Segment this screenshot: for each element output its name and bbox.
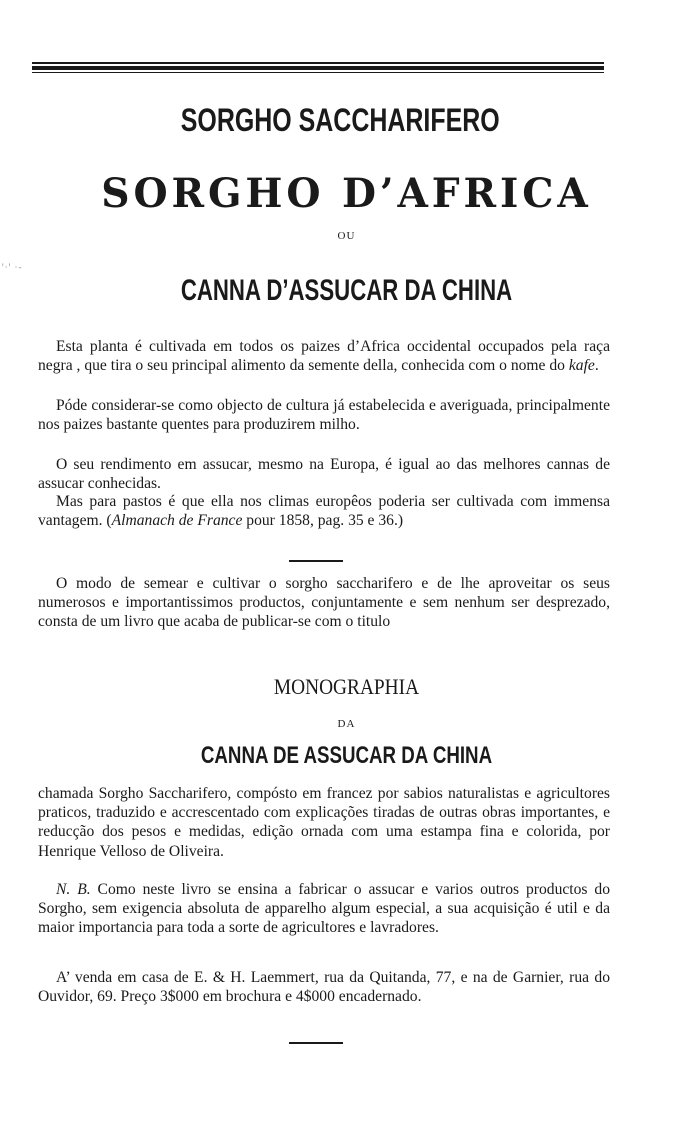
section-divider-lower — [289, 1042, 343, 1044]
book-title-canna: CANNA DE ASSUCAR DA CHINA — [200, 742, 493, 769]
book-title-monographia: MONOGRAPHIA — [273, 674, 420, 699]
section-divider-upper — [289, 560, 343, 562]
paragraph-book-description: chamada Sorgho Saccharifero, compósto em francez por sabios naturalistas e agricultores praticos, traduzido e accrescentado com explicações tiradas de outras obras importantes, e reducção dos pesos e medidas, edição ornada com uma estampa fina e colorida, por Henrique Velloso de Oliveira. — [38, 785, 610, 860]
top-rule-thick — [32, 66, 604, 70]
title-sorgho-saccharifero: SORGHO SACCHARIFERO — [180, 102, 500, 138]
paragraph-sale-info: A’ venda em casa de E. & H. Laemmert, rua da Quitanda, 77, e na de Garnier, rua do Ouvidor, 69. Preço 3$000 em brochura e 4$000 encadernado. — [38, 969, 610, 1006]
italic-nb: N. B. — [56, 881, 91, 898]
paragraph-book-intro: O modo de semear e cultivar o sorgho saccharifero e de lhe aproveitar os seus numerosos e importantissimos productos, conjuntamente e sem nenhum ser desprezado, consta de um livro que acaba de publicar-se com o titulo — [38, 575, 610, 631]
paragraph-cultivation: Póde considerar-se como objecto de cultura já estabelecida e averiguada, principalmente nos paizes bastante quentes para produzirem milho. — [38, 397, 610, 434]
paragraph-plant-description: Esta planta é cultivada em todos os paizes d’Africa occidental occupados pela raça negra , que tira o seu principal alimento da semente della, conhecida com o nome do kafe. — [38, 338, 610, 375]
connector-da: DA — [337, 718, 356, 730]
paragraph-yield: O seu rendimento em assucar, mesmo na Europa, é igual ao das melhores cannas de assucar conhecidas. — [38, 456, 610, 493]
connector-ou: OU — [337, 230, 356, 242]
title-canna-dassucar: CANNA D’ASSUCAR DA CHINA — [180, 274, 513, 307]
top-rule-thin-upper — [32, 62, 604, 64]
paragraph-pasture: Mas para pastos é que ella nos climas europêos poderia ser cultivada com immensa vantagem. (Almanach de France pour 1858, pag. 35 e 36.) — [38, 493, 610, 530]
top-rule-thin-lower — [32, 72, 604, 73]
margin-speck: ꞌ·ꞌ ·- — [2, 262, 23, 272]
italic-almanach: Almanach de France — [111, 512, 243, 530]
italic-kafe: kafe — [568, 357, 595, 375]
title-sorgho-dafrica: SORGHO D’AFRICA — [101, 170, 592, 217]
paragraph-nota-bene: N. B. Como neste livro se ensina a fabricar o assucar e varios outros productos do Sorgho, sem exigencia absoluta de apparelho algum especial, a sua acquisição é util e da maior importancia para toda a sorte de agricultores e lavradores. — [38, 881, 610, 937]
